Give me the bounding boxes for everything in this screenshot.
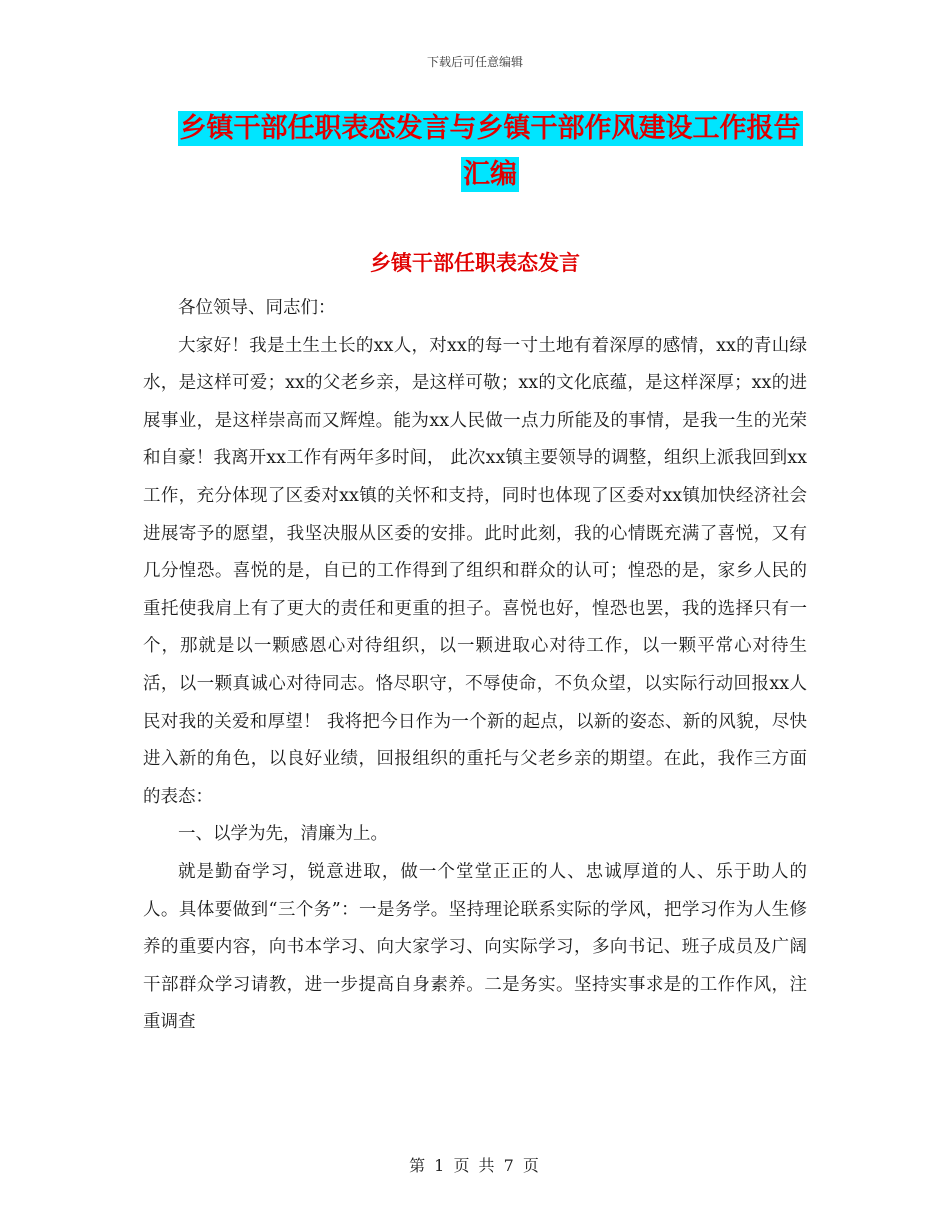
header-note: 下载后可任意编辑 bbox=[426, 55, 523, 69]
document-title-line2: 汇编 bbox=[463, 159, 517, 190]
paragraph-greeting: 各位领导、同志们： bbox=[178, 298, 336, 318]
paragraph-heading: 一、以学为先，清廉为上。 bbox=[178, 824, 388, 845]
paragraph: 大家好！我是土生土长的xx人，对xx的每一寸土地有着深厚的感情，xx的青山绿水，是这样可爱；xx的父老乡亲，是这样可敬；xx的文化底蕴，是这样深厚；xx的进展事业，是这样崇高而又辉煌。能为xx人民做一点力所能及的事情，是我一生的光荣和自豪！我离开xx工作有两年多时间， 此次xx镇主要领导的调整，组织上派我回到xx工作，充分体现了区委对xx镇的关怀和支持，同时也体现了区委对xx镇加快经济社会进展寄予的愿望，我坚决服从区委的安排。此时此刻，我的心情既充满了喜悦，又有几分惶恐。喜悦的是，自已的工作得到了组织和群众的认可；惶恐的是，家乡人民的重托使我肩上有了更大的责任和更重的担子。喜悦也好，惶恐也罢，我的选择只有一个，那就是以一颗感恩心对待组织，以一颗进取心对待工作，以一颗平常心对待生活，以一颗真诚心对待同志。恪尽职守，不辱使命，不负众望，以实际行动回报xx人民对我的关爱和厚望！ 我将把今日作为一个新的起点，以新的姿态、新的风貌，尽快进入新的角色，以良好业绩，回报组织的重托与父老乡亲的期望。在此，我作三方面的表态： bbox=[143, 335, 807, 807]
section-title: 乡镇干部任职表态发言 bbox=[370, 251, 580, 275]
page-number: 第 1 页 共 7 页 bbox=[409, 1156, 541, 1175]
document-body bbox=[143, 290, 807, 1042]
document-title bbox=[140, 106, 840, 198]
paragraph: 就是勤奋学习，锐意进取，做一个堂堂正正的人、忠诚厚道的人、乐于助人的人。具体要做到“三个务”：一是务学。坚持理论联系实际的学风，把学习作为人生修养的重要内容，向书本学习、向大家学习、向实际学习，多向书记、班子成员及广阔干部群众学习请教，进一步提高自身素养。二是务实。坚持实事求是的工作作风，注重调查 bbox=[143, 861, 807, 1033]
document-title-line1: 乡镇干部任职表态发言与乡镇干部作风建设工作报告 bbox=[179, 113, 801, 144]
